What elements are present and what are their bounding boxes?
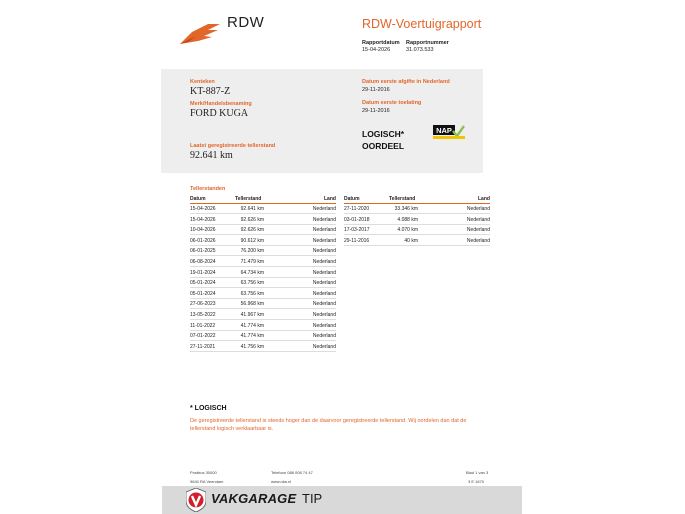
cell-datum: 17-03-2017 [344,227,370,234]
table-row [190,205,336,214]
cell-tellerstand: 4.088 km [397,216,418,223]
table-row [344,226,490,235]
table-row [190,226,336,235]
header-rule-right [344,203,490,204]
tellerstand-value: 92.641 km [190,150,233,161]
nap-check-icon [433,125,465,141]
eerste-afgifte-value: 29-11-2016 [362,87,390,93]
cell-tellerstand: 63.756 km [240,290,264,297]
merk-label: Merk/Handelsbenaming [190,101,252,107]
cell-datum: 27-11-2020 [344,206,370,212]
cell-datum: 15-04-2026 [190,216,216,223]
cell-tellerstand: 56.968 km [240,301,264,308]
table-row [190,269,336,278]
oordeel-line-1: LOGISCH* [362,129,405,139]
report-title: RDW-Voertuigrapport [362,17,482,31]
tellerstand-label: Laatst geregistreerde tellerstand [190,143,276,149]
table-row [190,216,336,225]
eerste-toelating-label: Datum eerste toelating [362,100,422,106]
cell-land: Nederland [312,333,336,340]
cell-datum: 15-04-2026 [190,206,216,212]
table-row [344,216,490,225]
cell-datum: 06-01-2025 [190,248,216,255]
cell-tellerstand: 63.756 km [240,280,264,287]
oordeel-text [362,128,404,152]
cell-land: Nederland [312,237,336,244]
cell-tellerstand: 33.346 km [394,206,418,212]
footnote-title: * LOGISCH [190,405,227,412]
cell-tellerstand: 41.774 km [240,322,264,329]
col-land-left: Land [324,196,336,202]
table-row [190,258,336,267]
cell-datum: 10-04-2026 [190,227,216,234]
cell-datum: 05-01-2024 [190,280,216,287]
rapportnummer-value: 31.073.533 [406,47,434,53]
rdw-logo-icon [178,22,222,46]
kenteken-value: KT-887-Z [190,86,231,97]
cell-datum: 05-01-2024 [190,290,216,297]
cell-tellerstand: 40 km [404,237,418,244]
cell-tellerstand: 92.626 km [240,216,264,223]
cell-land: Nederland [312,206,336,212]
vakgarage-name: VAKGARAGE [211,491,297,506]
table-row [190,247,336,256]
cell-land: Nederland [312,343,336,350]
cell-datum: 03-01-2018 [344,216,370,223]
table-row [190,279,336,288]
cell-land: Nederland [312,227,336,234]
table-row [190,290,336,299]
footer-telefoon: Telefoon 088 008 74 47 [271,470,313,475]
col-datum-right: Datum [344,196,360,202]
rapportnummer-label: Rapportnummer [406,40,449,46]
col-tellerstand-left: Tellerstand [235,196,262,202]
cell-tellerstand: 76.200 km [240,248,264,255]
eerste-toelating-value: 29-11-2016 [362,108,390,114]
cell-land: Nederland [312,248,336,255]
cell-datum: 11-01-2022 [190,322,216,329]
cell-land: Nederland [312,312,336,318]
table-row [190,322,336,331]
cell-land: Nederland [466,237,490,244]
cell-land: Nederland [466,216,490,223]
footer-code: 3 E 1670 [468,479,485,484]
table-row [190,237,336,246]
cell-land: Nederland [466,206,490,212]
table-row [344,205,490,214]
eerste-afgifte-label: Datum eerste afgifte in Nederland [362,79,450,85]
col-tellerstand-right: Tellerstand [389,196,416,202]
table-row [190,332,336,341]
footer-postbus: Postbus 30000 [190,470,217,475]
cell-tellerstand: 92.641 km [240,206,264,212]
col-datum-left: Datum [190,196,206,202]
cell-land: Nederland [312,290,336,297]
nap-logo-text: NAP [436,126,452,135]
merk-value: FORD KUGA [190,108,249,119]
cell-land: Nederland [466,227,490,234]
cell-tellerstand: 4.070 km [397,227,418,234]
cell-tellerstand: 64.734 km [240,269,264,276]
rapportdatum-value: 15-04-2026 [362,47,391,53]
logo-text: RDW [227,14,265,31]
cell-land: Nederland [312,280,336,287]
cell-land: Nederland [312,269,336,276]
footer-page: Blad 1 van 3 [466,470,489,475]
cell-tellerstand: 41.967 km [240,312,264,318]
cell-tellerstand: 90.612 km [240,237,264,244]
header-rule-left [190,203,336,204]
kenteken-label: Kenteken [190,79,215,85]
vakgarage-shield-icon [186,488,206,512]
cell-land: Nederland [312,216,336,223]
vakgarage-tip: TIP [302,491,323,506]
cell-tellerstand: 71.479 km [240,259,264,265]
cell-tellerstand: 41.774 km [240,333,264,340]
cell-datum: 19-01-2024 [190,269,216,276]
cell-datum: 27-11-2021 [190,343,216,350]
tellerstanden-title: Tellerstanden [190,186,226,192]
cell-datum: 06-08-2024 [190,259,216,265]
table-row [190,300,336,309]
cell-land: Nederland [312,322,336,329]
footer-address: 9640 RA Veendam [190,479,224,484]
rapportdatum-label: Rapportdatum [362,40,400,46]
col-land-right: Land [478,196,490,202]
cell-tellerstand: 92.626 km [240,227,264,234]
footer-website[interactable]: www.rdw.nl [271,479,292,484]
table-row [344,237,490,246]
cell-datum: 07-01-2022 [190,333,216,340]
cell-land: Nederland [312,259,336,265]
cell-datum: 13-05-2022 [190,312,216,318]
cell-datum: 06-01-2026 [190,237,216,244]
table-row [190,311,336,320]
oordeel-line-2: OORDEEL [362,141,405,151]
cell-datum: 27-06-2023 [190,301,216,308]
table-row [190,343,336,352]
footnote-text: De geregistreerde tellerstand is steeds hoger dan de daarvoor geregistreerde tellerstand. Wij oordelen dan dat de tellerstand logisch verklaarbaar is. [190,418,467,432]
cell-tellerstand: 41.756 km [240,343,264,350]
cell-datum: 29-11-2016 [344,237,370,244]
cell-land: Nederland [312,301,336,308]
